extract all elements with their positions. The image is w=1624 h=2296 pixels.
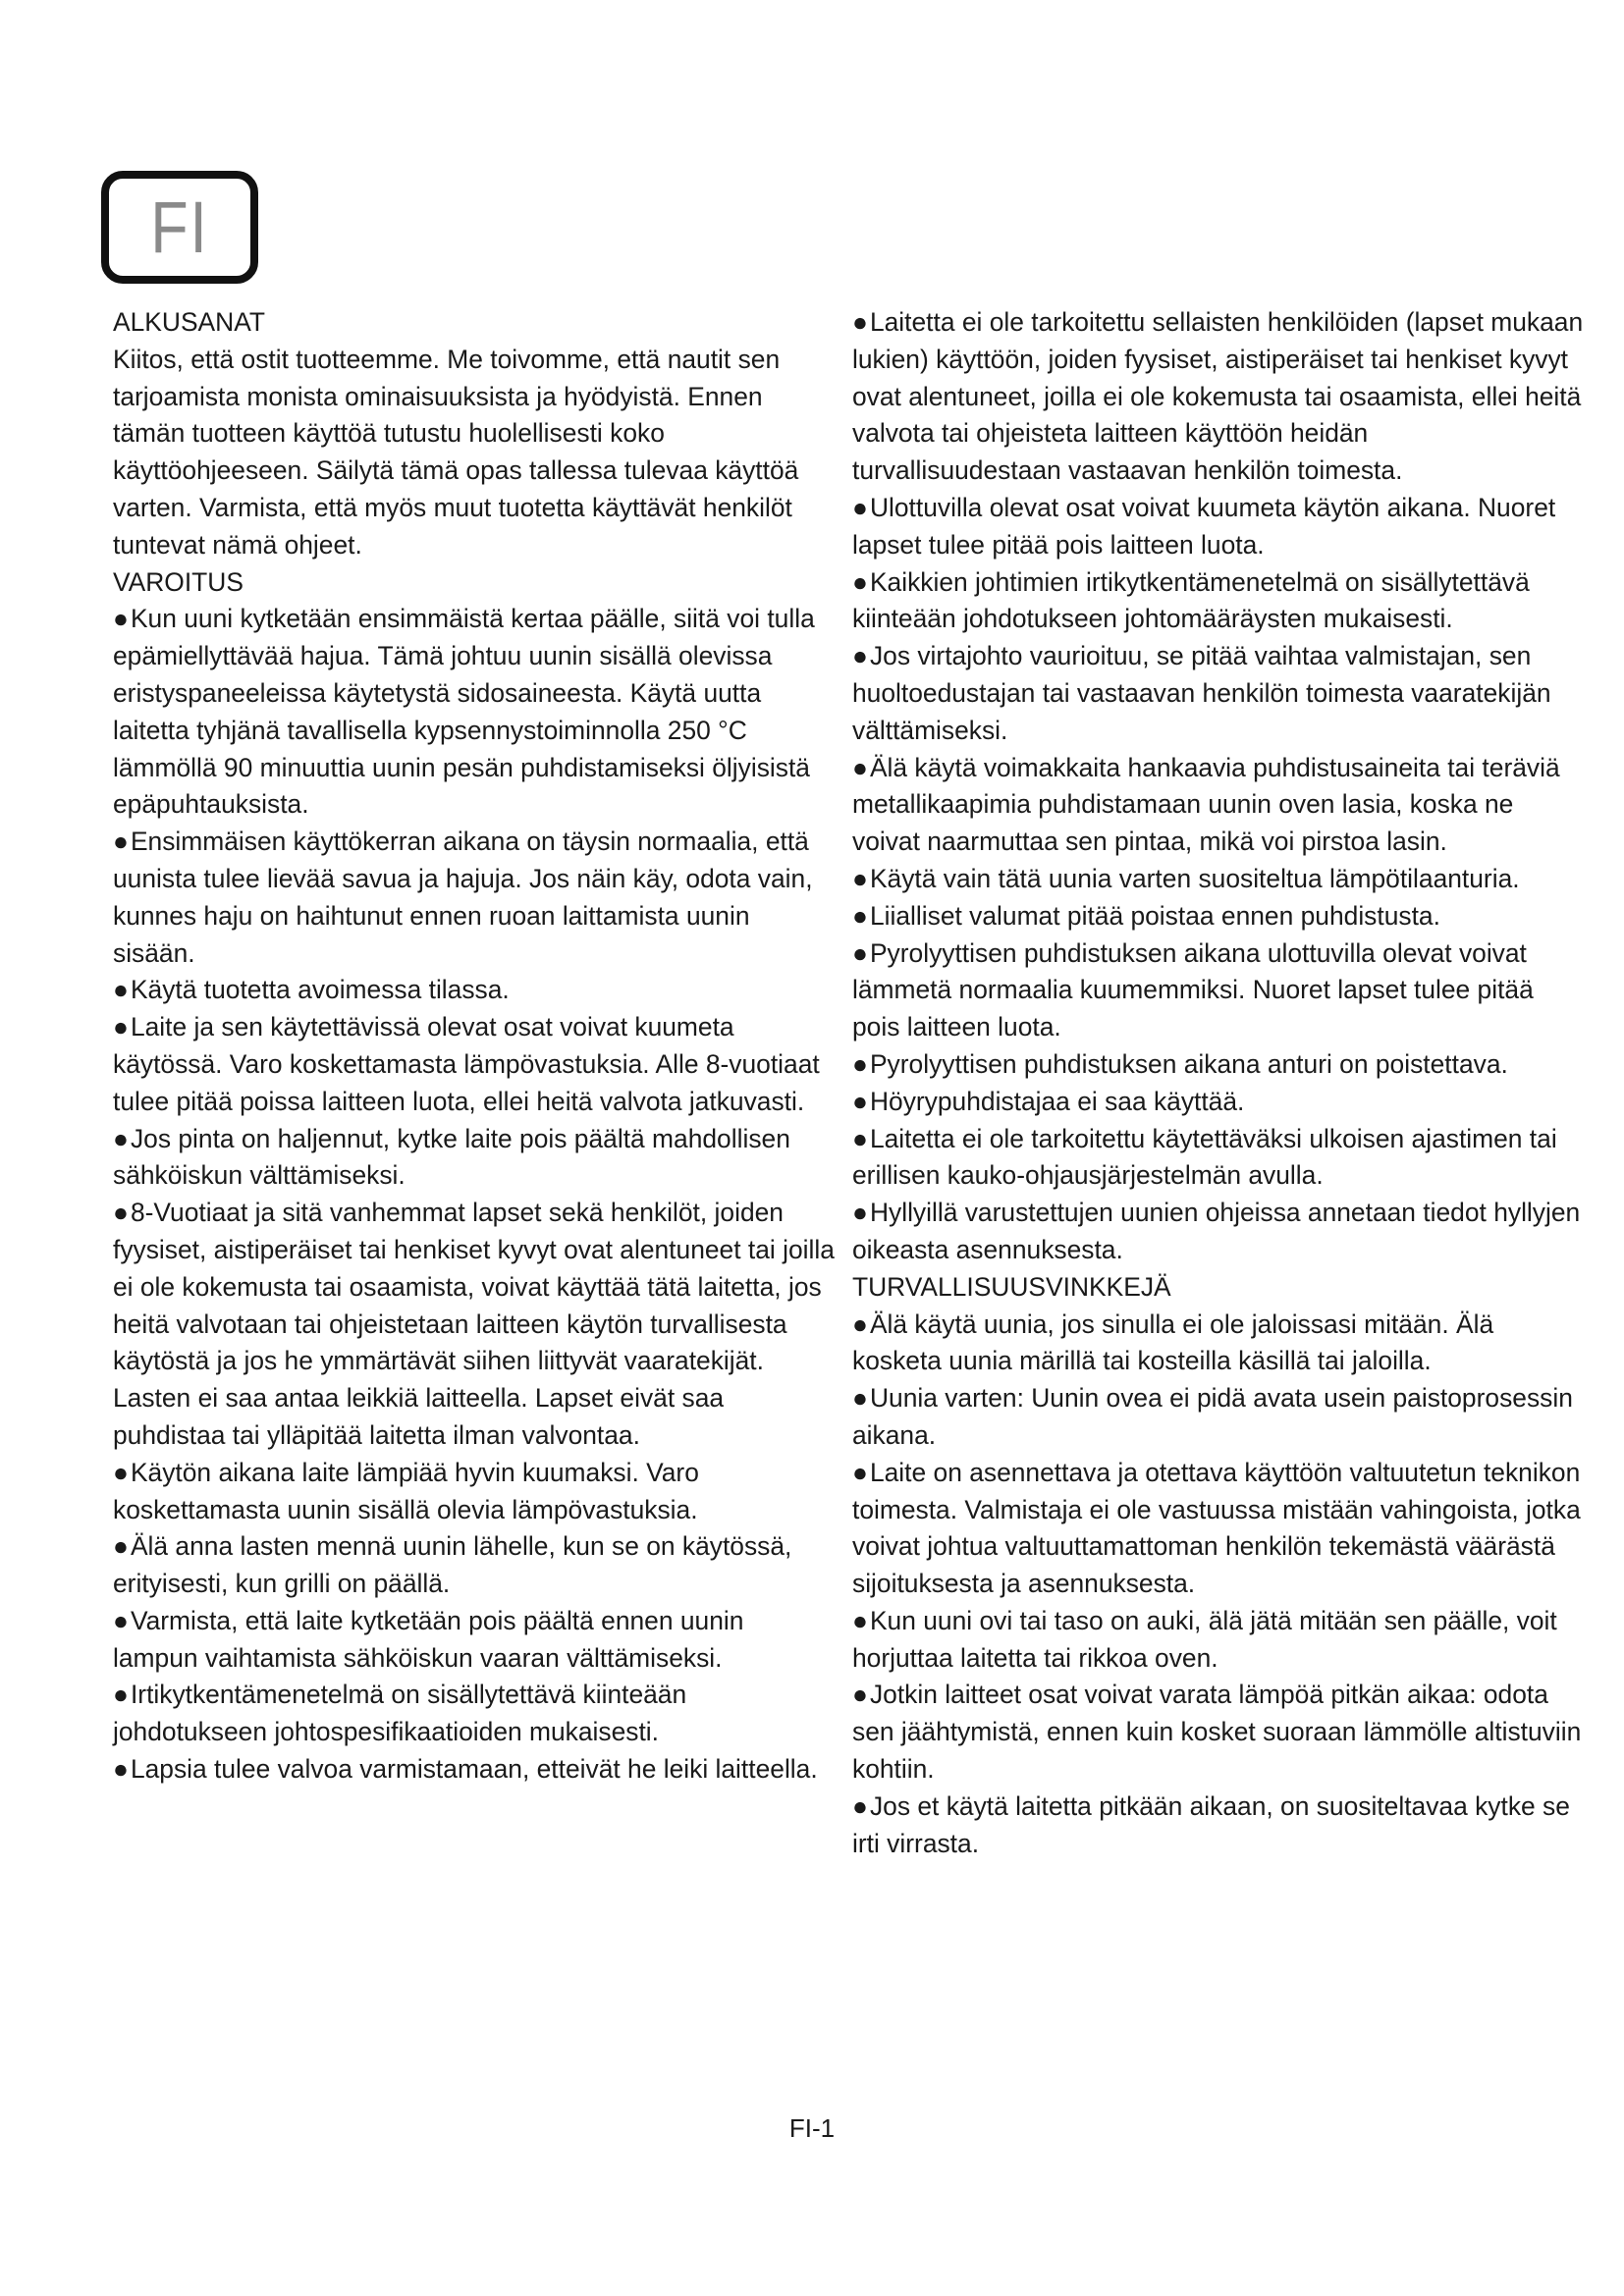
- warning-item: ● Älä käytä uunia, jos sinulla ei ole jaloissasi mitään. Älä kosketa uunia märillä tai kosteilla käsillä tai jaloilla.: [852, 1307, 1584, 1381]
- warning-item: ● 8-Vuotiaat ja sitä vanhemmat lapset sekä henkilöt, joiden fyysiset, aistiperäiset tai henkiset kyvyt ovat alentuneet tai joilla ei ole kokemusta tai osaamista, voivat käyttää tätä laitetta, jos heitä valvotaan tai ohjeistetaan laitteen käytön turvallisesta käytöstä ja jos he ymmärtävät siihen liittyvät vaaratekijät. Lasten ei saa antaa leikkiä laitteella. Lapset eivät saa puhdistaa tai ylläpitää laitetta ilman valvontaa.: [113, 1195, 835, 1455]
- warning-item: ● Uunia varten: Uunin ovea ei pidä avata usein paistoprosessin aikana.: [852, 1380, 1584, 1455]
- warning-item: ● Kun uuni ovi tai taso on auki, älä jätä mitään sen päälle, voit horjuttaa laitetta tai rikkoa oven.: [852, 1603, 1584, 1678]
- language-badge: [101, 171, 258, 284]
- warning-item: ● Jotkin laitteet osat voivat varata lämpöä pitkän aikaa: odota sen jäähtymistä, ennen kuin kosket suoraan lämmölle altistuviin kohtiin.: [852, 1677, 1584, 1788]
- warning-item: ● Laite ja sen käytettävissä olevat osat voivat kuumeta käytössä. Varo koskettamasta lämpövastuksia. Alle 8-vuotiaat tulee pitää poissa laitteen luota, ellei heitä valvota jatkuvasti.: [113, 1009, 835, 1120]
- warning-item: ● Ensimmäisen käyttökerran aikana on täysin normaalia, että uunista tulee lievää savua ja hajuja. Jos näin käy, odota vain, kunnes haju on haihtunut ennen ruoan laittamista uunin sisään.: [113, 824, 835, 972]
- warning-item: ● Laitetta ei ole tarkoitettu käytettäväksi ulkoisen ajastimen tai erillisen kauko-ohjausjärjestelmän avulla.: [852, 1121, 1584, 1196]
- warning-item: ● Liialliset valumat pitää poistaa ennen puhdistusta.: [852, 898, 1584, 935]
- left-column: [113, 304, 835, 1789]
- paragraph: Kiitos, että ostit tuotteemme. Me toivomme, että nautit sen tarjoamista monista ominaisuuksista ja hyödyistä. Ennen tämän tuotteen käyttöä tutustu huolellisesti koko käyttöohjeeseen. Säilytä tämä opas tallessa tulevaa käyttöä varten. Varmista, että myös muut tuotetta käyttävät henkilöt tuntevat nämä ohjeet.: [113, 344, 799, 560]
- warning-item: ● Höyrypuhdistajaa ei saa käyttää.: [852, 1084, 1584, 1121]
- warning-item: ● Pyrolyyttisen puhdistuksen aikana anturi on poistettava.: [852, 1046, 1584, 1084]
- warning-item: ● Hyllyillä varustettujen uunien ohjeissa annetaan tiedot hyllyjen oikeasta asennuksesta.: [852, 1195, 1584, 1269]
- warning-item: ● Älä käytä voimakkaita hankaavia puhdistusaineita tai teräviä metallikaapimia puhdistamaan uunin oven lasia, koska ne voivat naarmuttaa sen pintaa, mikä voi pirstoa lasin.: [852, 750, 1584, 861]
- warning-item: ● Käytä vain tätä uunia varten suositeltua lämpötilaanturia.: [852, 861, 1584, 898]
- warning-item: ● Ulottuvilla olevat osat voivat kuumeta käytön aikana. Nuoret lapset tulee pitää pois laitteen luota.: [852, 490, 1584, 564]
- warning-item: ● Jos virtajohto vaurioituu, se pitää vaihtaa valmistajan, sen huoltoedustajan tai vastaavan henkilön toimesta vaaratekijän välttämiseksi.: [852, 638, 1584, 749]
- warning-item: ● Jos et käytä laitetta pitkään aikaan, on suositeltavaa kytke se irti virrasta.: [852, 1789, 1584, 1863]
- language-code: FI: [150, 187, 209, 268]
- warning-item: ● Laitetta ei ole tarkoitettu sellaisten henkilöiden (lapset mukaan lukien) käyttöön, joiden fyysiset, aistiperäiset tai henkiset kyvyt ovat alentuneet, joilla ei ole kokemusta tai osaamista, ellei heitä valvota tai ohjeisteta laitteen käyttöön heidän turvallisuudestaan vastaavan henkilön toimesta.: [852, 304, 1584, 490]
- right-column: [852, 304, 1584, 1862]
- warning-item: ● Lapsia tulee valvoa varmistamaan, etteivät he leiki laitteella.: [113, 1751, 835, 1789]
- warning-item: ● Käytön aikana laite lämpiää hyvin kuumaksi. Varo koskettamasta uunin sisällä olevia lämpövastuksia.: [113, 1455, 835, 1529]
- warning-item: ● Kun uuni kytketään ensimmäistä kertaa päälle, siitä voi tulla epämiellyttävää hajua. Tämä johtuu uunin sisällä olevissa eristyspaneeleissa käytetystä sidosaineesta. Käytä uutta laitetta tyhjänä tavallisella kypsennystoiminnolla 250 °C lämmöllä 90 minuuttia uunin pesän puhdistamiseksi öljyisistä epäpuhtauksista.: [113, 601, 835, 824]
- warning-item: ● Kaikkien johtimien irtikytkentämenetelmä on sisällytettävä kiinteään johdotukseen johtomääräysten mukaisesti.: [852, 564, 1584, 639]
- warning-item: ● Varmista, että laite kytketään pois päältä ennen uunin lampun vaihtamista sähköiskun vaaran välttämiseksi.: [113, 1603, 835, 1678]
- warning-item: ● Jos pinta on haljennut, kytke laite pois päältä mahdollisen sähköiskun välttämiseksi.: [113, 1121, 835, 1196]
- warning-item: ● Käytä tuotetta avoimessa tilassa.: [113, 972, 835, 1009]
- section-heading: TURVALLISUUSVINKKEJÄ: [852, 1271, 1171, 1302]
- page-number: FI-1: [788, 2113, 836, 2143]
- warning-item: ● Pyrolyyttisen puhdistuksen aikana ulottuvilla olevat voivat lämmetä normaalia kuumemmiksi. Nuoret lapset tulee pitää pois laitteen luota.: [852, 935, 1584, 1046]
- warning-item: ● Laite on asennettava ja otettava käyttöön valtuutetun teknikon toimesta. Valmistaja ei ole vastuussa mistään vahingoista, jotka voivat johtua valtuuttamattoman henkilön tekemästä väärästä sijoituksesta ja asennuksesta.: [852, 1455, 1584, 1603]
- section-heading: ALKUSANAT: [113, 307, 265, 337]
- warning-item: ● Irtikytkentämenetelmä on sisällytettävä kiinteään johdotukseen johtospesifikaatioiden mukaisesti.: [113, 1677, 835, 1751]
- section-heading: VAROITUS: [113, 566, 244, 597]
- warning-item: ● Älä anna lasten mennä uunin lähelle, kun se on käytössä, erityisesti, kun grilli on päällä.: [113, 1528, 835, 1603]
